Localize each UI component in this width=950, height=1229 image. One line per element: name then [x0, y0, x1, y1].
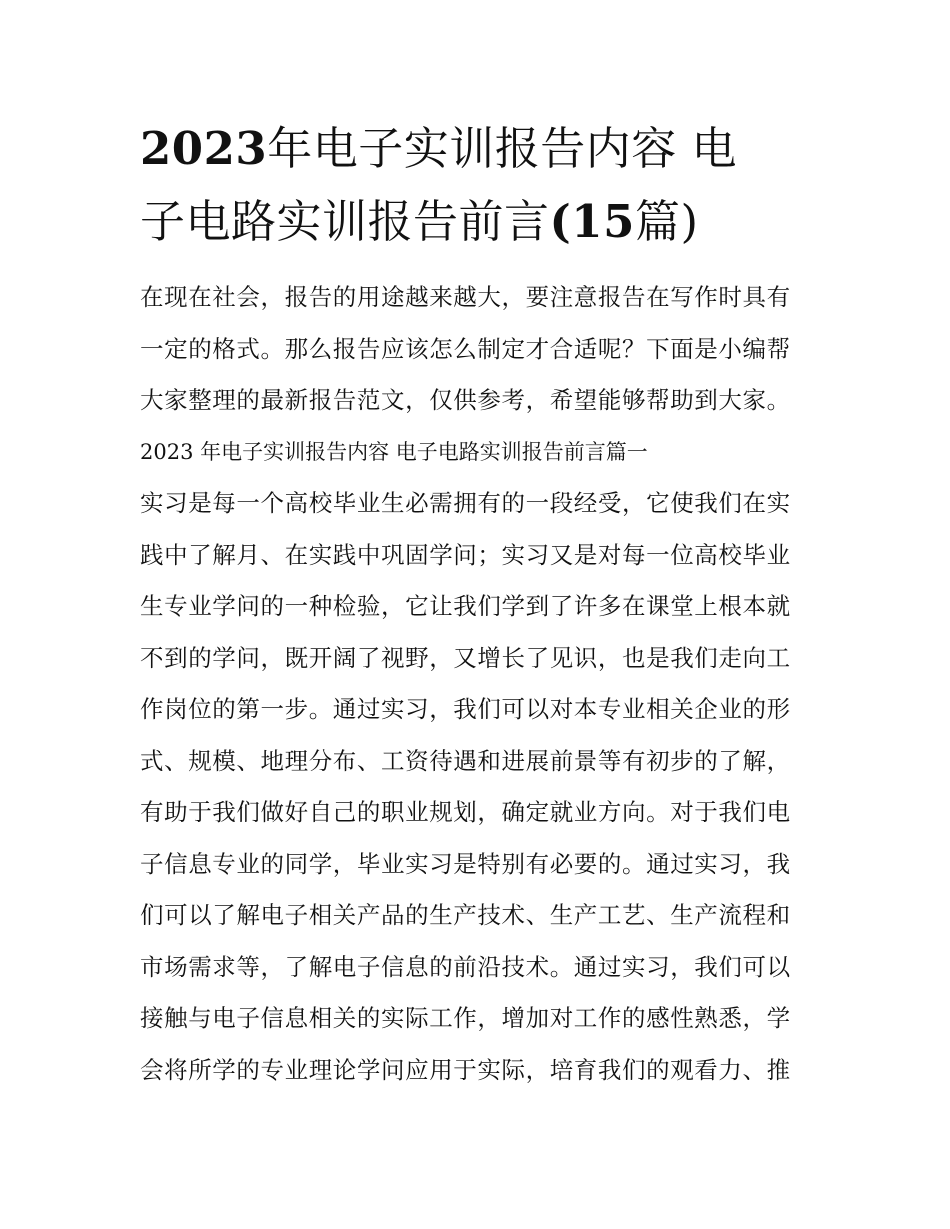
- document-content: [140, 112, 820, 1096]
- title-count: (15: [549, 195, 635, 248]
- body-line: 接触与电子信息相关的实际工作，增加对工作的感性熟悉，学: [140, 1004, 791, 1032]
- body-paragraph: [140, 478, 820, 1096]
- title-text-1: 年电子实训报告内容 电: [267, 122, 738, 175]
- title-line-1: [140, 112, 820, 185]
- body-line: 子信息专业的同学，毕业实习是特别有必要的。通过实习，我: [140, 849, 791, 878]
- intro-line: 在现在社会，报告的用途越来越大，要注意报告在写作时具有: [140, 283, 791, 311]
- section-heading: 2023 年电子实训报告内容 电子电路实训报告前言篇一: [140, 439, 648, 464]
- body-line: 生专业学问的一种检验，它让我们学到了许多在课堂上根本就: [140, 592, 791, 620]
- title-line-2: [140, 185, 820, 258]
- document-title: [140, 112, 820, 258]
- body-line: 们可以了解电子相关产品的生产技术、生产工艺、生产流程和: [140, 901, 791, 929]
- body-line: 作岗位的第一步。通过实习，我们可以对本专业相关企业的形: [140, 695, 791, 723]
- body-line: 有助于我们做好自己的职业规划，确定就业方向。对于我们电: [140, 798, 791, 826]
- intro-line: 大家整理的最新报告范文，仅供参考，希望能够帮助到大家。: [140, 386, 791, 414]
- body-line: 不到的学问，既开阔了视野，又增长了见识，也是我们走向工: [140, 643, 791, 672]
- body-line: 践中了解月、在实践中巩固学问；实习又是对每一位高校毕业: [140, 540, 791, 569]
- body-line: 会将所学的专业理论学问应用于实际，培育我们的观看力、推: [140, 1055, 791, 1084]
- title-text-3: 篇): [634, 195, 699, 248]
- body-line: 实习是每一个高校毕业生必需拥有的一段经受，它使我们在实: [140, 489, 791, 517]
- title-text-2: 子电路实训报告前言: [140, 195, 550, 248]
- title-year: 2023: [140, 122, 268, 175]
- intro-line: 一定的格式。那么报告应该怎么制定才合适呢？下面是小编帮: [140, 334, 791, 363]
- body-line: 市场需求等，了解电子信息的前沿技术。通过实习，我们可以: [140, 952, 791, 981]
- intro-paragraph: [140, 272, 820, 427]
- body-line: 式、规模、地理分布、工资待遇和进展前景等有初步的了解，: [140, 746, 791, 775]
